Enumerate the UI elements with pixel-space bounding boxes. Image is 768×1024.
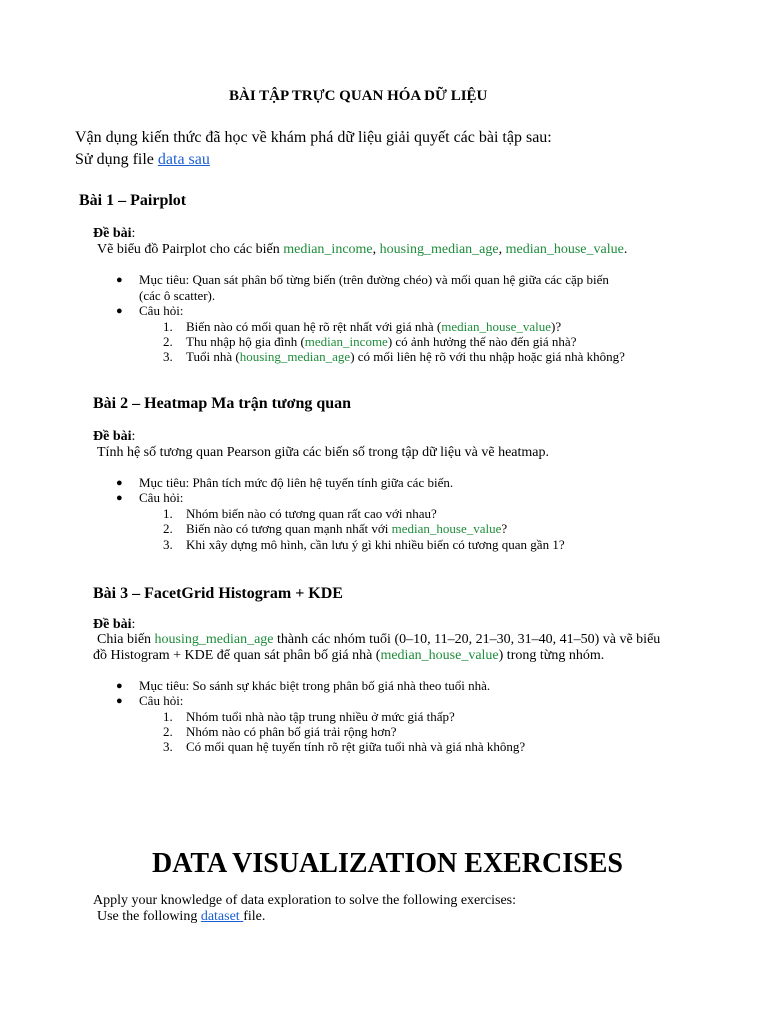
- exercise-3-q3: Có mối quan hệ tuyến tính rõ rệt giữa tuổi nhà và giá nhà không?: [186, 739, 526, 754]
- de-bai-label: Đề bài: [93, 226, 132, 241]
- english-title: DATA VISUALIZATION EXERCISES: [152, 848, 623, 879]
- exercise-2-q2: Biến nào có tương quan mạnh nhất với median_house_value?: [186, 521, 508, 536]
- bullet-icon: ●: [116, 695, 123, 707]
- english-dataset-line: Use the following dataset file.: [97, 909, 266, 924]
- intro-line: Vận dụng kiến thức đã học về khám phá dữ liệu giải quyết các bài tập sau:: [75, 129, 552, 146]
- list-number: 3.: [163, 349, 173, 364]
- exercise-2-heading: Bài 2 – Heatmap Ma trận tương quan: [93, 395, 352, 412]
- exercise-2-questions-label: Câu hỏi:: [139, 490, 184, 505]
- exercise-3-heading: Bài 3 – FacetGrid Histogram + KDE: [93, 585, 343, 602]
- page-title: BÀI TẬP TRỰC QUAN HÓA DỮ LIỆU: [229, 88, 488, 104]
- exercise-1-q3: Tuổi nhà (housing_median_age) có mối liên hệ rõ với thu nhập hoặc giá nhà không?: [186, 349, 625, 364]
- exercise-2-q3: Khi xây dựng mô hình, cần lưu ý gì khi nhiều biến có tương quan gần 1?: [186, 537, 565, 552]
- list-number: 2.: [163, 724, 173, 739]
- de-bai-label: Đề bài: [93, 429, 132, 444]
- var-median-income: median_income: [283, 242, 373, 257]
- var-housing-median-age: housing_median_age: [379, 242, 499, 257]
- exercise-1-questions-label: Câu hỏi:: [139, 303, 184, 318]
- intro-file-line: [75, 151, 210, 169]
- list-number: 1.: [163, 319, 173, 334]
- exercise-3-q1: Nhóm tuổi nhà nào tập trung nhiều ở mức giá thấp?: [186, 709, 455, 724]
- bullet-icon: ●: [116, 492, 123, 504]
- exercise-3-task: Chia biến housing_median_age thành các nhóm tuổi (0–10, 11–20, 21–30, 31–40, 41–50) và vẽ biểu: [97, 632, 661, 647]
- exercise-1-goal: Mục tiêu: Quan sát phân bố từng biến (trên đường chéo) và mối quan hệ giữa các cặp biến: [139, 272, 609, 287]
- bullet-icon: ●: [116, 680, 123, 692]
- exercise-1-heading: Bài 1 – Pairplot: [79, 192, 187, 209]
- list-number: 2.: [163, 521, 173, 536]
- dataset-link[interactable]: dataset: [200, 909, 244, 924]
- list-number: 2.: [163, 334, 173, 349]
- exercise-3-goal: Mục tiêu: So sánh sự khác biệt trong phân bố giá nhà theo tuổi nhà.: [139, 678, 491, 693]
- var-median-house-value: median_house_value: [505, 242, 624, 257]
- exercise-3-task-cont: đồ Histogram + KDE để quan sát phân bố giá nhà (median_house_value) trong từng nhóm.: [93, 648, 605, 663]
- exercise-2-q1: Nhóm biến nào có tương quan rất cao với nhau?: [186, 506, 437, 521]
- list-number: 3.: [163, 739, 173, 754]
- english-intro-line: Apply your knowledge of data exploration to solve the following exercises:: [93, 893, 517, 908]
- exercise-1-task: Vẽ biểu đồ Pairplot cho các biến median_income, housing_median_age, median_house_value.: [97, 242, 628, 257]
- list-number: 1.: [163, 709, 173, 724]
- exercise-2-task: Tính hệ số tương quan Pearson giữa các biến số trong tập dữ liệu và vẽ heatmap.: [97, 445, 549, 460]
- bullet-icon: ●: [116, 477, 123, 489]
- exercise-1-q2: Thu nhập hộ gia đình (median_income) có ảnh hưởng thế nào đến giá nhà?: [186, 334, 577, 349]
- exercise-2-goal: Mục tiêu: Phân tích mức độ liên hệ tuyến tính giữa các biến.: [139, 475, 454, 490]
- exercise-1-de-bai: Đề bài:: [93, 226, 136, 241]
- exercise-1-q1: Biến nào có mối quan hệ rõ rệt nhất với giá nhà (median_house_value)?: [186, 319, 562, 334]
- exercise-2-de-bai: Đề bài:: [93, 429, 136, 444]
- data-link[interactable]: data sau: [157, 151, 210, 168]
- intro-file-prefix: Sử dụng file: [75, 151, 158, 168]
- bullet-icon: ●: [116, 274, 123, 286]
- exercise-3-de-bai: Đề bài:: [93, 617, 136, 632]
- exercise-1-goal-cont: (các ô scatter).: [139, 288, 216, 303]
- exercise-3-questions-label: Câu hỏi:: [139, 693, 184, 708]
- exercise-3-q2: Nhóm nào có phân bố giá trải rộng hơn?: [186, 724, 397, 739]
- list-number: 1.: [163, 506, 173, 521]
- de-bai-label: Đề bài: [93, 617, 132, 632]
- bullet-icon: ●: [116, 305, 123, 317]
- list-number: 3.: [163, 537, 173, 552]
